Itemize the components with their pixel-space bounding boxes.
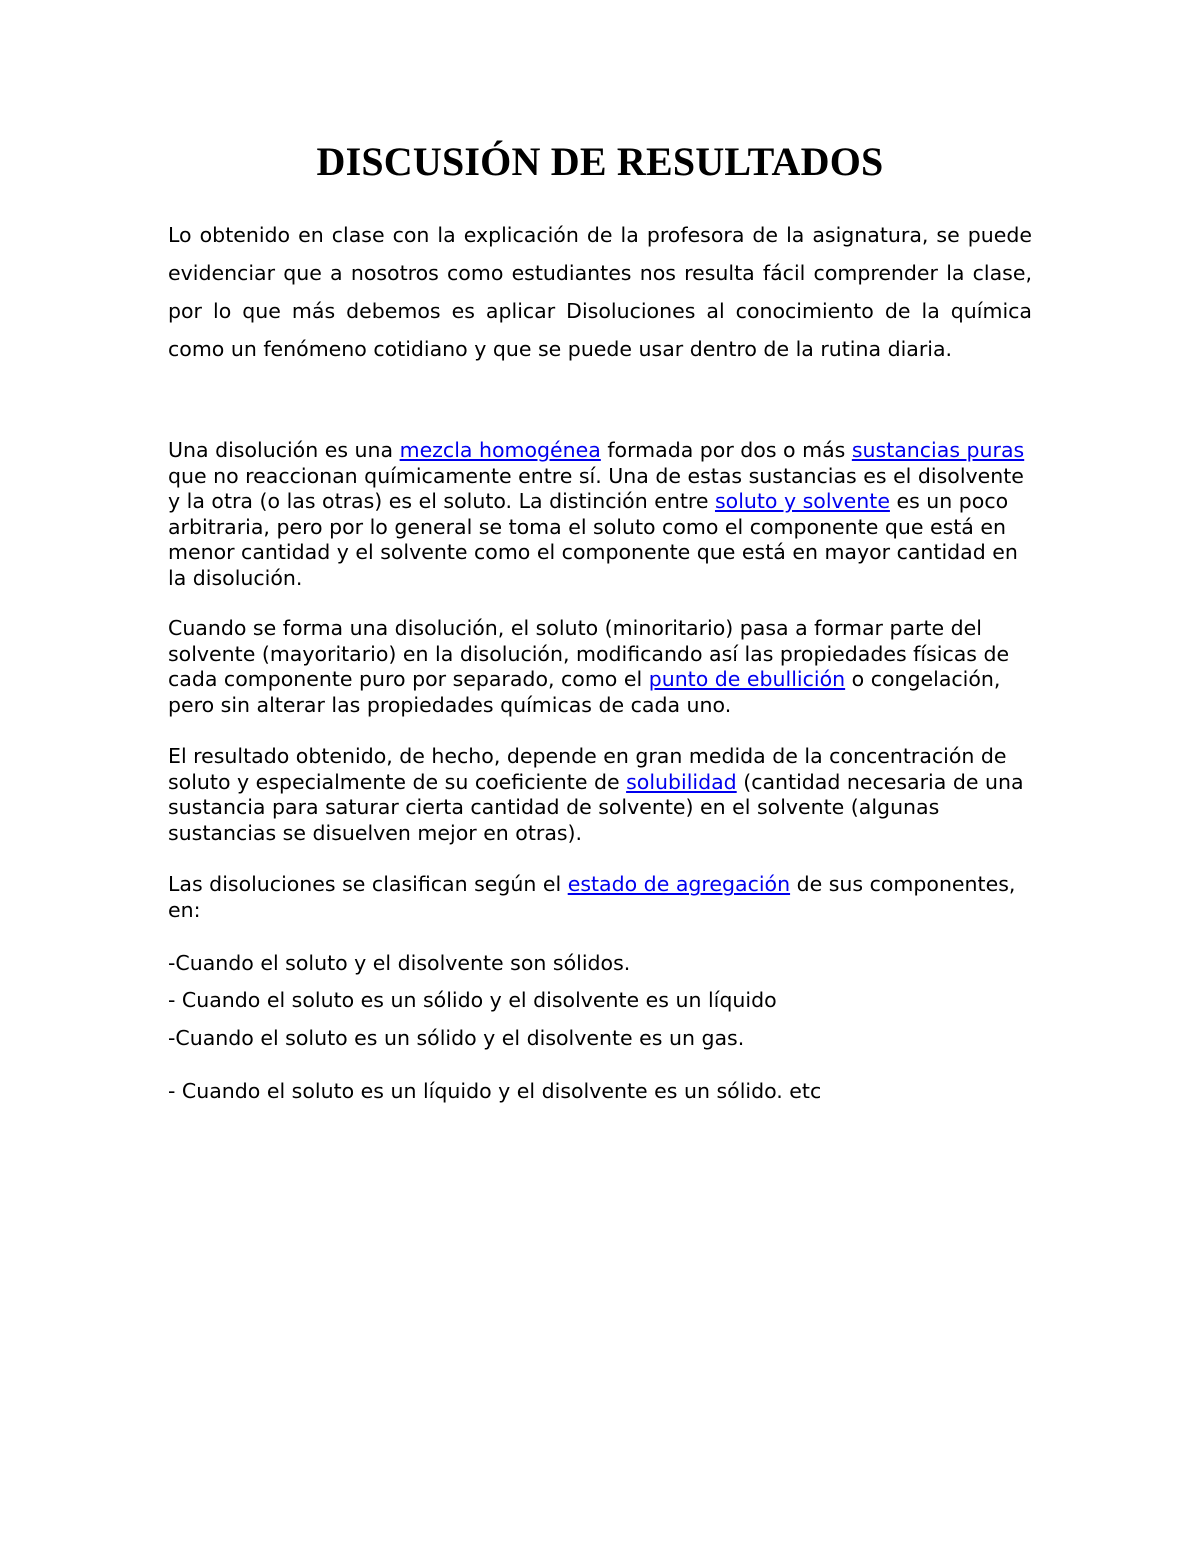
- page-title: DISCUSIÓN DE RESULTADOS: [316, 139, 884, 184]
- paragraph-text: formada por dos o más: [600, 438, 852, 462]
- paragraph-text: o congelación, pero sin alterar las propiedades químicas de cada uno.: [168, 667, 1001, 717]
- list-item: - Cuando el soluto es un sólido y el disolvente es un líquido: [168, 988, 777, 1012]
- paragraph-text: (cantidad necesaria de una sustancia para saturar cierta cantidad de solvente) en el solvente (algunas sustancias se disuelven mejor en otras).: [168, 769, 1024, 845]
- list-item: - Cuando el soluto es un líquido y el disolvente es un sólido. etc: [168, 1079, 822, 1103]
- link-sustancias-puras[interactable]: sustancias puras: [851, 438, 1025, 462]
- link-punto-de-ebullicion[interactable]: punto de ebullición: [648, 667, 846, 691]
- link-estado-de-agregacion[interactable]: estado de agregación: [567, 872, 791, 896]
- link-mezcla-homogenea[interactable]: mezcla homogénea: [399, 438, 601, 462]
- link-solubilidad[interactable]: solubilidad: [626, 769, 737, 794]
- paragraph-resultado: [168, 744, 1032, 846]
- paragraph-text: es un poco arbitraria, pero por lo general se toma el soluto como el componente que está en menor cantidad y el solvente como el componente que está en mayor cantidad en la disolución.: [168, 489, 1018, 590]
- link-soluto-y-solvente[interactable]: soluto y solvente: [714, 489, 890, 513]
- paragraph-text: Cuando se forma una disolución, el soluto (minoritario) pasa a formar parte del solvente (mayoritario) en la disolución, modificando así las propiedades físicas de cada componente puro por separado, como el: [168, 616, 1010, 691]
- list-item: -Cuando el soluto es un sólido y el disolvente es un gas.: [168, 1026, 745, 1050]
- paragraph-clasificacion: [168, 872, 1032, 923]
- paragraph-text: de sus componentes, en:: [168, 872, 1016, 922]
- paragraph-text: que no reaccionan químicamente entre sí. Una de estas sustancias es el disolvente y la otra (o las otras) es el soluto. La distinción entre: [168, 463, 1024, 513]
- paragraph-formacion: [168, 616, 1032, 718]
- intro-paragraph: Lo obtenido en clase con la explicación de la profesora de la asignatura, se puede evidenciar que a nosotros como estudiantes nos resulta fácil comprender la clase, por lo que más debemos es aplicar Disoluciones al conocimiento de la química como un fenómeno cotidiano y que se puede usar dentro de la rutina diaria.: [168, 223, 1032, 361]
- paragraph-disolucion: [168, 438, 1032, 591]
- list-item: -Cuando el soluto y el disolvente son sólidos.: [168, 951, 631, 975]
- paragraph-text: Una disolución es una: [168, 438, 400, 462]
- paragraph-text: El resultado obtenido, de hecho, depende en gran medida de la concentración de soluto y especialmente de su coeficiente de: [168, 744, 1007, 794]
- paragraph-text: Las disoluciones se clasifican según el: [168, 872, 568, 896]
